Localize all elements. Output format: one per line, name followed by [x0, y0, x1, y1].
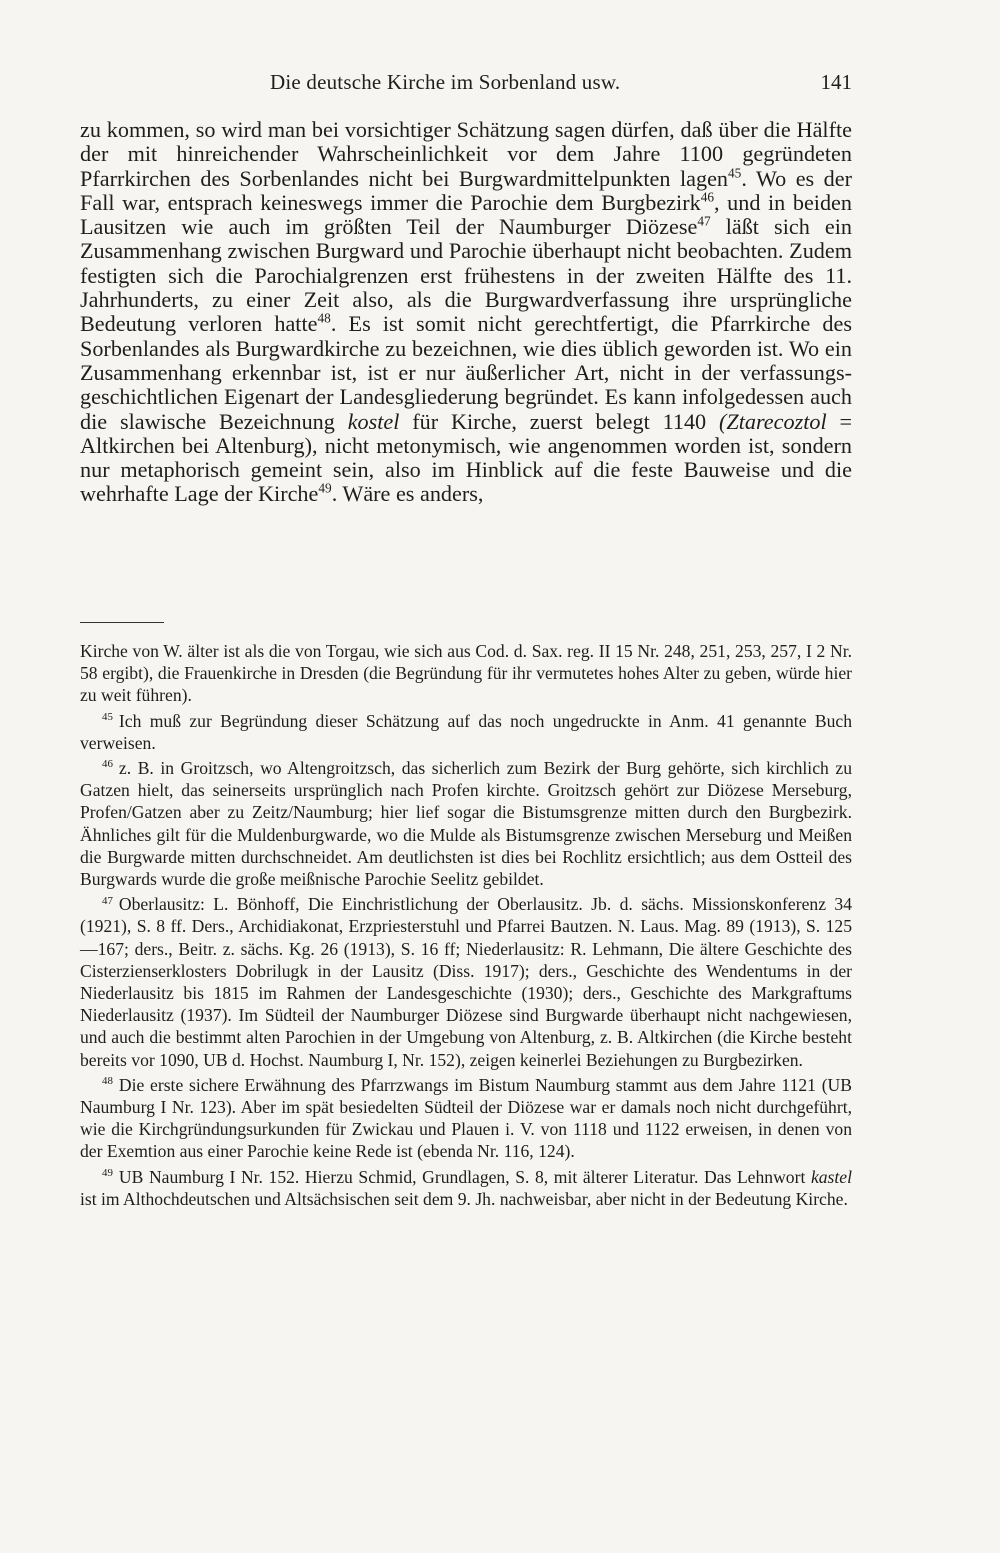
- footnote-number: 47: [102, 894, 113, 907]
- main-text: [80, 118, 852, 507]
- footnote-ref-45[interactable]: 45: [728, 164, 742, 180]
- footnote-47: $^{47}$ Oberlausitz: L. Bönhoff, Die Einchristlichung der Oberlausitz. Jb. d. sächs. Missionskonferenz 34 (1921), S. 8 ff. Ders., Archidiakonat, Erzpriesterstuhl und Pfarrei Bautzen. N. Laus. Mag. 89 (1913), S. 125—167; ders., Beitr. z. sächs. Kg. 26 (1913), S. 16 ff; Niederlausitz: R. Lehmann, Die ältere Geschichte des Cisterzienserklosters Dobrilugk in der Lausitz (Diss. 1917); ders., Geschichte des Wendentums in der Niederlausitz bis 1815 im Rahmen der Landesgeschichte (1930); ders., Geschichte des Markgraftums Niederlausitz (1937). Im Südteil der Naumburger Diözese sind Burgwarde überhaupt nicht nachgewiesen, und auch die bestimmt alten Parochien in der Umgebung von Altenburg, z. B. Altkirchen (die Kirche besteht bereits vor 1090, UB d. Hochst. Naumburg I, Nr. 152), zeigen keinerlei Beziehungen zu Burgbezirken.: [80, 894, 852, 1070]
- page-header: [80, 70, 852, 104]
- italic-term-kostel: kostel: [347, 408, 400, 434]
- page-number: 141: [820, 70, 852, 94]
- footnote-ref-47[interactable]: 47: [697, 213, 711, 229]
- footnote-continuation: Kirche von W. älter ist als die von Torgau, wie sich aus Cod. d. Sax. reg. II 15 Nr. 248, 251, 253, 257, I 2 Nr. 58 ergibt), die Frauenkirche in Dresden (die Begründung für ihr vermutetes hohes Alter zu geben, würde hier zu weit führen).: [80, 641, 852, 706]
- footnote-45: $^{45}$ Ich muß zur Begründung dieser Schätzung auf das noch ungedruckte in Anm. 41 genannte Buch verweisen.: [80, 710, 852, 753]
- footnote-46: $^{46}$ z. B. in Groitzsch, wo Altengroitzsch, das sicherlich zum Bezirk der Burg gehörte, sich kirchlich zu Gatzen hielt, das seinerseits ursprünglich nach Profen kirchte. Groitzsch gehört zur Diözese Merseburg, Profen/Gatzen aber zu Zeitz/Naumburg; hier lief sogar die Bistumsgrenze mitten durch den Burgbezirk. Ähnliches gilt für die Muldenburgwarde, wo die Mulde als Bistumsgrenze zwischen Merseburg und Meißen die Burgwarde mitten durchschneidet. Am deutlichsten ist dies bei Rochlitz ersichtlich; aus dem Ostteil des Burgwards wurde die große meißnische Parochie Seelitz gebildet.: [80, 758, 852, 890]
- running-title: Die deutsche Kirche im Sorbenland usw.: [270, 70, 621, 94]
- body-paragraph: zu kommen, so wird man bei vorsichtiger Schätzung sagen dürfen, daß über die Hälfte der mit hinreichender Wahrscheinlichkeit vor dem Jahre 1100 gegründeten Pfarrkirchen des Sorbenlandes nicht bei Burgwardmittelpunkten lagen$^{45}$. Wo es der Fall war, entsprach keineswegs immer die Parochie dem Burgbezirk$^{46}$, und in beiden Lausitzen wie auch im größten Teil der Naumburger Diözese$^{47}$ läßt sich ein Zusammenhang zwischen Burgward und Parochie überhaupt nicht beobachten. Zudem festigten sich die Parochialgrenzen erst frühestens in der zweiten Hälfte des 11. Jahrhunderts, zu einer Zeit also, als die Burgwardverfassung ihre ursprüngliche Bedeutung verloren hatte$^{48}$. Es ist somit nicht gerechtfertigt, die Pfarrkirche des Sorbenlandes als Burgwardkirche zu bezeichnen, wie dies üblich geworden ist. Wo ein Zusammenhang erkennbar ist, ist er nur äußerlicher Art, nicht in der verfassungsgeschichtlichen Eigenart der Landesgliederung begründet. Es kann infolgedessen auch die slawische Bezeichnung kostel für Kirche, zuerst belegt 1140 (Ztarecoztol = Altkirchen bei Altenburg), nicht metonymisch, wie angenommen worden ist, sondern nur metaphorisch gemeint sein, also im Hinblick auf die feste Bauweise und die wehrhafte Lage der Kirche$^{49}$. Wäre es anders,: [80, 117, 853, 507]
- italic-term-kastel: kastel: [810, 1166, 852, 1187]
- footnote-48: $^{48}$ Die erste sichere Erwähnung des Pfarrzwangs im Bistum Naumburg stammt aus dem Jahre 1121 (UB Naumburg I Nr. 123). Aber im spät besiedelten Südteil der Diözese war er damals noch nicht durchgeführt, wie die Kirchgründungsurkunden für Zwickau und Plauen i. V. von 1118 und 1122 erweisen, in denen von der Exemtion aus einer Parochie keine Rede ist (ebenda Nr. 116, 124).: [80, 1074, 852, 1162]
- footnote-number: 45: [102, 711, 113, 724]
- footnote-ref-49[interactable]: 49: [318, 480, 332, 496]
- footnote-ref-48[interactable]: 48: [317, 310, 331, 326]
- footnote-number: 46: [102, 758, 113, 771]
- footnote-number: 48: [102, 1075, 113, 1088]
- footnote-divider: [80, 622, 164, 623]
- italic-term-ztarecoztol: (Ztarecoztol: [718, 408, 827, 434]
- footnote-ref-46[interactable]: 46: [700, 189, 714, 205]
- footnote-number: 49: [102, 1167, 113, 1180]
- footnotes-section: [80, 640, 852, 1210]
- footnote-49: $^{49}$ UB Naumburg I Nr. 152. Hierzu Schmid, Grundlagen, S. 8, mit älterer Literatur. Das Lehnwort kastel ist im Althochdeutschen und Altsächsischen seit dem 9. Jh. nachweisbar, aber nicht in der Bedeutung Kirche.: [80, 1166, 852, 1209]
